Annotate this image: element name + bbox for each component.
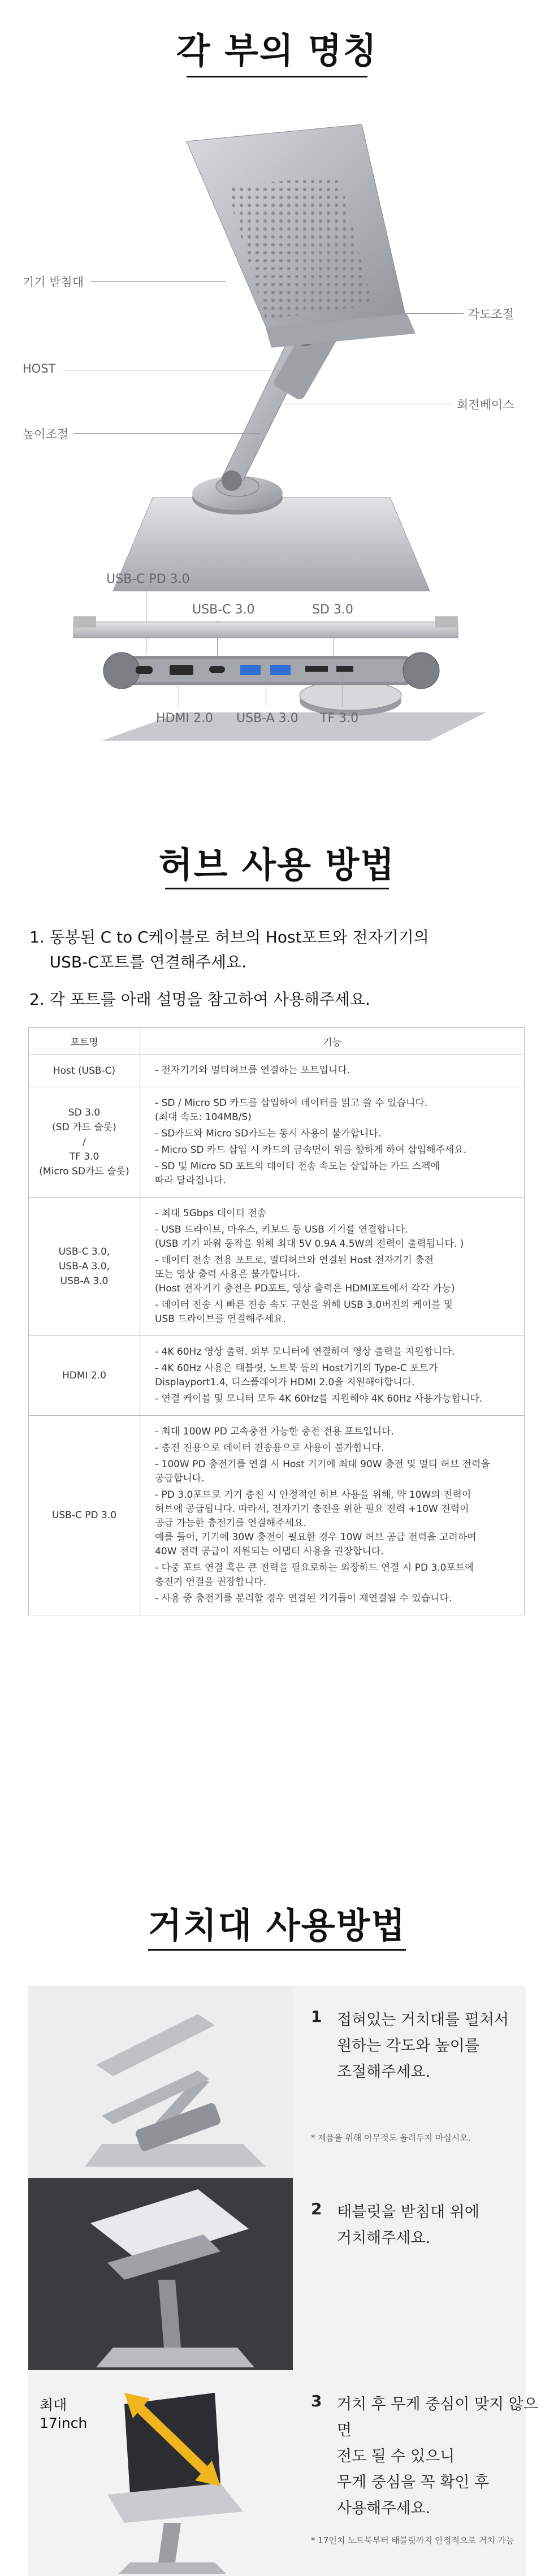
usage-description-2: 태블릿을 받침대 위에 거치해주세요. [337, 2203, 479, 2247]
function-list [155, 1207, 512, 1326]
port-function-cell [140, 1416, 525, 1615]
usage-number-3: 3 [311, 2392, 322, 2410]
label-usba: USB-A 3.0 [236, 711, 298, 725]
label-tf: TF 3.0 [320, 711, 359, 725]
table-row [29, 1336, 525, 1416]
usage-step-3 [28, 2370, 538, 2576]
function-item: - 4K 60Hz 사용은 태블릿, 노트북 등의 Host기기의 Type-C 포트가 Displayport1.4, 디스플레이가 HDMI 2.0을 지원해야합니다. [155, 1363, 438, 1388]
usage-image-1 [28, 1986, 293, 2178]
port-name-cell: USB-C PD 3.0 [29, 1416, 140, 1615]
function-item: - SD 및 Micro SD 포트의 데이터 전송 속도는 삽입하는 카드 스펙에 따라 달라집니다. [155, 1161, 440, 1186]
label-usbc-pd: USB-C PD 3.0 [106, 572, 190, 586]
usage-image-2 [28, 2178, 293, 2370]
hub-step-1: 1. 동봉된 C to C케이블로 허브의 Host포트와 전자기기의 USB-C포트를 연결해주세요. [29, 928, 429, 971]
function-item: - USB 드라이브, 마우스, 키보드 등 USB 기기를 연결합니다. (USB 기기 파워 동작을 위해 최대 5V 0.9A 4.5W의 전력이 출력됩니다. ) [155, 1224, 464, 1250]
table-row [29, 1198, 525, 1336]
table-row [29, 1087, 525, 1198]
label-rotation: 회전베이스 [457, 398, 514, 412]
port-function-cell [140, 1336, 525, 1416]
port-function-cell [140, 1087, 525, 1198]
ports-table-body [29, 1054, 525, 1615]
port-name-cell: USB-C 3.0, USB-A 3.0, USB-A 3.0 [29, 1198, 140, 1336]
function-item: - 4K 60Hz 영상 출력. 외부 모니터에 연결하여 영상 출력을 지원합니다. [155, 1346, 455, 1358]
function-item: - 사용 중 충전기를 분리할 경우 연결된 기기들이 재연결될 수 있습니다. [155, 1593, 452, 1604]
function-item: - 다중 포트 연결 혹은 큰 전력을 필요로하는 외장하드 연결 시 PD 3.0포트에 충전기 연결을 권장합니다. [155, 1562, 474, 1588]
ports-table [28, 1027, 525, 1615]
label-sd: SD 3.0 [312, 603, 353, 617]
function-item: - 충전 전용으로 데이터 전송용으로 사용이 불가합니다. [155, 1442, 384, 1454]
stand-title-underline [148, 1949, 406, 1951]
port-name-cell: SD 3.0 (SD 카드 슬롯) / TF 3.0 (Micro SD카드 슬롯) [29, 1087, 140, 1198]
table-header-row [29, 1028, 525, 1054]
label-stand: 기기 받침대 [23, 275, 84, 289]
label-host: HOST [23, 362, 56, 375]
function-item: - 연결 케이블 및 모니터 모두 4K 60Hz를 지원해야 4K 60Hz 사용가능합니다. [155, 1393, 483, 1404]
parts-title: 각 부의 명칭 [176, 30, 378, 71]
table-row [29, 1054, 525, 1087]
usage-number-1: 1 [311, 2007, 322, 2026]
label-angle: 각도조절 [468, 308, 514, 321]
port-name-cell: Host (USB-C) [29, 1054, 140, 1087]
function-item: - 데이터 전송 전용 포트로, 멀티허브와 연결된 Host 전자기기 충전 또는 영상 출력 사용은 불가합니다. (Host 전자기기 충전은 PD포트, 영상 출력은 HDMI포트에서 각각 가능) [155, 1255, 455, 1294]
port-name-cell: HDMI 2.0 [29, 1336, 140, 1416]
port-function-cell [140, 1054, 525, 1087]
usage-number-2: 2 [311, 2199, 322, 2218]
usage-description-3: 거치 후 무게 중심이 맞지 않으면 전도 될 수 있으니 무게 중심을 꼭 확인 후 사용해주세요. [337, 2396, 538, 2517]
function-item: - 최대 5Gbps 데이터 전송 [155, 1208, 267, 1219]
function-item: - 최대 100W PD 고속충전 가능한 충전 전용 포트입니다. [155, 1426, 394, 1437]
usage-note-3: * 17인치 노트북부터 태블릿까지 안정적으로 거치 가능 [311, 2535, 514, 2545]
function-item: - Micro SD 카드 삽입 시 카드의 금속면이 위를 향하게 하여 삽입해주세요. [155, 1144, 467, 1156]
function-item: - 전자기기와 멀티허브를 연결하는 포트입니다. [155, 1065, 350, 1076]
stand-title: 거치대 사용방법 [148, 1905, 406, 1946]
leader-angle [362, 313, 464, 314]
table-row [29, 1416, 525, 1615]
stand-illustration [0, 90, 554, 599]
function-item: - SD카드와 Micro SD카드는 동시 사용이 불가합니다. [155, 1128, 382, 1139]
label-height: 높이조절 [23, 427, 69, 441]
function-list [155, 1096, 512, 1188]
leader-stand [90, 281, 226, 282]
usage-description-1: 접혀있는 거치대를 펼쳐서 원하는 각도와 높이를 조절해주세요. [337, 2011, 509, 2081]
table-header-function: 기능 [140, 1028, 525, 1054]
label-hdmi: HDMI 2.0 [156, 711, 213, 725]
hub-title-underline [165, 888, 389, 889]
function-item: - 데이터 전송 시 빠른 전송 속도 구현을 위해 USB 3.0버전의 케이블 및 USB 드라이브를 연결해주세요. [155, 1299, 453, 1325]
size-label: 최대 17inch [40, 2397, 88, 2431]
function-item: - PD 3.0포트로 기기 충전 시 안정적인 허브 사용을 위해, 약 10W의 전력이 허브에 공급됩니다. 따라서, 전자기기 충전을 위한 필요 전력 +10W 전력이 공급 가능한 충전기를 연결해주세요. 예를 들어, 기기에 30W 충전이 필요한 경우 10W 허브 공급 전력을 고려하여 40W 전력 공급이 지원되는 어댑터 사용을 권장합니다. [155, 1489, 477, 1557]
leader-height [73, 433, 260, 434]
port-function-cell [140, 1198, 525, 1336]
label-usbc: USB-C 3.0 [192, 603, 255, 617]
function-list [155, 1345, 512, 1406]
function-list [155, 1425, 512, 1606]
ports-illustration [0, 616, 554, 746]
table-header-port: 포트명 [29, 1028, 140, 1054]
function-list [155, 1064, 512, 1078]
hub-title: 허브 사용 방법 [158, 844, 396, 885]
usage-note-1: * 제품을 위해 아무것도 올려두지 마십시오. [311, 2133, 471, 2143]
usage-step-1 [28, 1986, 526, 2178]
usage-step-2 [28, 2178, 526, 2370]
function-item: - 100W PD 충전기를 연결 시 Host 기기에 최대 90W 충전 및 멀티 허브 전력을 공급합니다. [155, 1459, 490, 1484]
function-item: - SD / Micro SD 카드를 삽입하여 데이터를 읽고 쓸 수 있습니다. (최대 속도: 104MB/S) [155, 1097, 428, 1123]
hub-step-2: 2. 각 포트를 아래 설명을 참고하여 사용해주세요. [29, 990, 370, 1009]
parts-title-underline [187, 76, 367, 77]
